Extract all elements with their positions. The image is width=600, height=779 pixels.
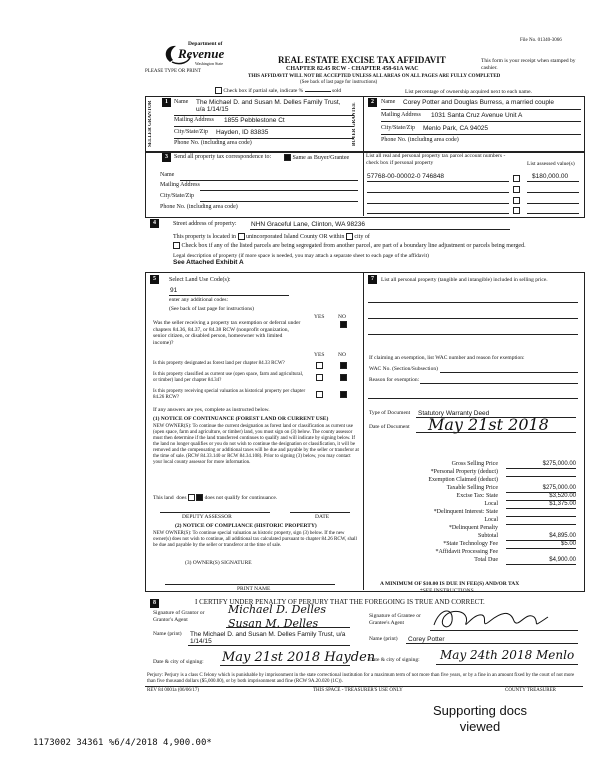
buyer-city-label: City/State/Zip: [381, 125, 415, 131]
does-checkbox[interactable]: [188, 494, 195, 501]
seller-side-label: SELLER GRANTOR: [148, 100, 153, 148]
divider: [188, 645, 350, 646]
section-5-number: 5: [150, 275, 159, 284]
seller-phone-label: Phone No. (including area code): [174, 140, 252, 146]
forest-yes-checkbox[interactable]: [316, 362, 323, 369]
tax-row-value[interactable]: $5.00: [506, 540, 576, 549]
dept-line2: Revenue: [178, 46, 225, 61]
dept-line1: Department of: [188, 41, 223, 47]
this-land-text: This land: [153, 494, 174, 501]
historic-question: Is this property receiving special valuation as historical property per chapter 84.26 RCW?: [153, 389, 306, 400]
grantee-date-label: Date & city of signing:: [369, 657, 420, 663]
current-use-question: Is this property classified as current use (open space, farm and agricultural, or timber) land per chapter 84.34?: [153, 372, 304, 383]
personal-property-checkbox-3[interactable]: [513, 197, 520, 204]
partial-sale-text: Check box if partial sale, indicate %: [223, 87, 304, 94]
buyer-side-label: BUYER GRANTEE: [352, 102, 357, 146]
buyer-name-field[interactable]: Corey Potter and Douglas Burress, a married couple: [403, 99, 555, 106]
notice1-title: (1) NOTICE OF CONTINUANCE (FOREST LAND OR CURRENT USE): [153, 416, 329, 422]
section-2-number: 2: [368, 98, 377, 107]
divider: [290, 512, 350, 513]
segregated-text: Check box if any of the listed parcels are being segregated from another parcel, are part of a boundary line adjustment or parcels being merged.: [181, 242, 526, 249]
assessed-header: List assessed value(s): [527, 161, 575, 167]
corr-mailing-label: Mailing Address: [160, 182, 200, 188]
divider: [368, 302, 578, 303]
divider: [200, 201, 358, 202]
divider: [363, 151, 364, 216]
seller-name-label: Name: [174, 99, 189, 105]
personal-property-checkbox-1[interactable]: [513, 175, 520, 182]
tax-row: [370, 556, 578, 564]
tax-table: [370, 460, 578, 564]
grantor-sig-label: Signature of Grantor or Grantor's Agent: [153, 610, 205, 623]
tax-row-label: *State Technology Fee: [443, 541, 498, 547]
buyer-name-label: Name: [381, 99, 396, 105]
this-land-line: [153, 494, 277, 501]
select-land-label: Select Land Use Code(s):: [169, 277, 231, 283]
file-number: File No. 01340-3066: [520, 38, 562, 43]
date-label: DATE: [315, 514, 330, 520]
tax-row-value[interactable]: $275,000.00: [506, 460, 576, 469]
divider: [368, 398, 578, 399]
divider: [174, 138, 354, 139]
divider: [527, 181, 579, 182]
receipt-note: This form is your receipt when stamped by cashier.: [481, 58, 576, 71]
divider: [381, 134, 581, 135]
personal-property-checkbox-4[interactable]: [513, 207, 520, 214]
divider: [527, 203, 579, 204]
current-use-no-checkbox[interactable]: [340, 374, 347, 381]
buyer-mailing-field[interactable]: 1031 Santa Cruz Avenue Unit A: [431, 112, 523, 119]
street-label: Street address of property:: [173, 221, 237, 227]
notice1-body: NEW OWNER(S): To continue the current designation as forest land or classification as current use (open space, farm and agriculture, or timber) land, you must sign on (3) below. The county assessor must then determine if the land transferred continues to qualify and will indicate by signing below. If the land no longer qualifies or you do not wish to continue the designation or classification, it will be removed and the compensating or additional taxes will be due and payable by the seller or transferor at the time of sale. (RCW 84.33.140 or RCW 84.34.108). Prior to signing (3) below, you may contact your local county assessor for more information.: [153, 424, 359, 465]
receipt-stamp: 1173002 34361 %6/4/2018 4,900.00*: [33, 738, 212, 748]
partial-sale-label: [215, 87, 341, 94]
located-line: [173, 233, 370, 241]
tax-row: [370, 492, 578, 500]
doc-type-field[interactable]: Statutory Warranty Deed: [418, 410, 490, 417]
divider: [165, 584, 335, 585]
form-title: REAL ESTATE EXCISE TAX AFFIDAVIT: [278, 55, 446, 65]
send-correspondence-label: Send all property tax correspondence to:: [174, 154, 272, 160]
tax-row: [370, 524, 578, 532]
certify-statement: I CERTIFY UNDER PENALTY OF PERJURY THAT THE FOREGOING IS TRUE AND CORRECT.: [195, 598, 485, 606]
seller-city-field[interactable]: Hayden, ID 83835: [216, 129, 269, 136]
tax-row-value[interactable]: $4,895.00: [506, 532, 576, 541]
divider: [363, 272, 364, 590]
section-7-number: 7: [368, 275, 377, 284]
forest-question: Is this property designated as forest land per chapter 84.33 RCW?: [153, 361, 285, 366]
divider: [145, 686, 583, 687]
tax-row-value[interactable]: $1,375.00: [506, 500, 576, 509]
exemption-question: Was the seller receiving a property tax exemption or deferral under chapters 84.36, 84.37, or 84.38 RCW (nonprofit organization, senior citizen, or disabled person, homeowner with limited income)?: [153, 320, 301, 346]
city-checkbox[interactable]: [346, 233, 353, 240]
tax-row-label: Taxable Selling Price: [446, 485, 498, 491]
treasurer-space-label: THIS SPACE - TREASURER'S USE ONLY: [313, 688, 403, 693]
tax-row-value[interactable]: [506, 476, 576, 477]
grantor-signature-2[interactable]: Susan M. Delles: [228, 617, 319, 630]
tax-row-label: Gross Selling Price: [451, 461, 498, 467]
divider: [430, 630, 578, 631]
forest-no-checkbox[interactable]: [340, 362, 347, 369]
notice2-title: (2) NOTICE OF COMPLIANCE (HISTORIC PROPERTY): [175, 523, 317, 529]
divider: [180, 180, 358, 181]
notice2: (See back of last page for instructions): [300, 80, 378, 85]
same-as-buyer-text: Same as Buyer/Grantee: [292, 154, 350, 161]
partial-sale-checkbox[interactable]: [215, 87, 222, 94]
reason-label: Reason for exemption:: [369, 377, 420, 383]
tax-row-value[interactable]: $3,520.00: [506, 492, 576, 501]
legal-field[interactable]: See Attached Exhibit A: [173, 259, 244, 266]
section-4-number: 4: [150, 219, 159, 228]
tax-row-value[interactable]: [506, 468, 576, 469]
grantee-name-label: Name (print): [369, 636, 398, 642]
divider: [200, 190, 358, 191]
divider: [174, 126, 354, 127]
tax-row: [370, 460, 578, 468]
see-instructions: *SEE INSTRUCTIONS: [420, 588, 474, 594]
located-text: This property is located in: [173, 233, 236, 240]
see-back-label: (See back of last page for instructions): [169, 306, 254, 312]
divider: [220, 665, 350, 666]
divider: [436, 664, 578, 665]
grantor-signature-1[interactable]: Michael D. Delles: [228, 603, 327, 616]
no-header-1: NO: [338, 314, 346, 320]
seller-name-field[interactable]: The Michael D. and Susan M. Delles Family Trust, u/a 1/14/15: [196, 99, 341, 113]
tax-row-label: *Delinquent Interest: State: [433, 509, 498, 515]
does-not-text: does not qualify for continuance.: [204, 494, 278, 501]
owner-signature-label: (3) OWNER(S) SIGNATURE: [185, 560, 252, 566]
tax-row: [370, 532, 578, 540]
current-use-yes-checkbox[interactable]: [316, 374, 323, 381]
seller-city-label: City/State/Zip: [174, 129, 208, 135]
please-type: PLEASE TYPE OR PRINT: [145, 69, 201, 74]
tax-row-label: Total Due: [474, 557, 498, 563]
divider: [367, 213, 509, 214]
divider: [363, 96, 364, 151]
dept-line3: Washington State: [195, 61, 224, 66]
divider: [174, 115, 354, 116]
divider: [160, 512, 270, 513]
tax-row-value[interactable]: $4,900.00: [506, 556, 576, 565]
grantee-name-field[interactable]: Corey Potter: [408, 636, 445, 643]
wac-label: WAC No. (Section/Subsection): [369, 366, 438, 372]
divider: [406, 643, 578, 644]
grantor-date-label: Date & city of signing:: [153, 659, 204, 665]
corr-name-label: Name: [160, 172, 175, 178]
yes-header-2: YES: [314, 352, 325, 358]
divider: [368, 334, 578, 335]
unincorporated-checkbox[interactable]: [238, 233, 245, 240]
historic-yes-checkbox[interactable]: [316, 391, 323, 398]
tax-row-value[interactable]: [506, 516, 576, 517]
tax-row-label: Exemption Claimed (deduct): [428, 477, 498, 483]
grantee-sig-label: Signature of Grantee or Grantee's Agent: [369, 613, 421, 626]
same-as-buyer: [284, 154, 349, 162]
tax-row-value[interactable]: $275,000.00: [506, 484, 576, 493]
sold-text: sold: [332, 87, 342, 94]
segregated-checkbox[interactable]: [173, 242, 180, 249]
buyer-city-field[interactable]: Menlo Park, CA 94025: [423, 125, 489, 132]
corr-city-label: City/State/Zip: [160, 193, 194, 199]
assessed-field[interactable]: $180,000.00: [532, 173, 569, 180]
tax-row-label: *Affidavit Processing Fee: [435, 549, 498, 555]
segregated-line: [173, 242, 526, 250]
doc-date-field[interactable]: May 21st 2018: [428, 415, 549, 434]
divider: [527, 213, 579, 214]
divider: [381, 121, 581, 122]
no-header-2: NO: [338, 352, 346, 358]
tax-row: [370, 500, 578, 508]
historic-no-checkbox[interactable]: [340, 391, 347, 398]
divider: [250, 229, 510, 230]
same-as-buyer-checkbox[interactable]: [284, 154, 291, 161]
tax-row-label: Excise Tax: State: [456, 493, 498, 499]
seller-mailing-label: Mailing Address: [174, 117, 214, 123]
notice: THIS AFFIDAVIT WILL NOT BE ACCEPTED UNLESS ALL AREAS ON ALL PAGES ARE FULLY COMPLETED: [248, 74, 501, 79]
divider: [381, 109, 581, 110]
city-of-text: city of: [354, 233, 370, 240]
tax-row-label: Subtotal: [477, 533, 498, 539]
parcel-field[interactable]: 57768-00-00002-0 746848: [367, 173, 444, 180]
grantor-name-field[interactable]: The Michael D. and Susan M. Delles Family Trust, u/a 1/14/15: [190, 631, 346, 645]
perjury-statement: Perjury: Perjury is a class C felony which is punishable by imprisonment in the state correctional institution for a maximum term of not more than five years, or by a fine in an amount fixed by the court of not more than five thousand dollars ($5,000.00), or by both imprisonment and fine (RCW 9A.20.020 (1C)).: [147, 673, 575, 684]
tax-row: [370, 516, 578, 524]
tax-row-label: *Personal Property (deduct): [430, 469, 498, 475]
section-8-number: 8: [150, 599, 159, 608]
tax-row-label: Local: [484, 501, 498, 507]
doc-type-label: Type of Document: [369, 410, 411, 416]
tax-row: [370, 548, 578, 556]
if-yes-label: If any answers are yes, complete as instructed below.: [153, 407, 270, 413]
section-3-number: 3: [162, 153, 171, 162]
divider: [226, 627, 350, 628]
legal-label: Legal description of property (if more space is needed, you may attach a separate sheet to each page of the affidavit): [173, 253, 429, 259]
exemption-no-checkbox[interactable]: [340, 321, 347, 328]
minimum-due: A MINIMUM OF $10.00 IS DUE IN FEE(S) AND/OR TAX: [380, 581, 520, 587]
section-1-number: 1: [162, 98, 171, 107]
tax-row: [370, 540, 578, 548]
divider: [368, 318, 578, 319]
divider: [527, 192, 579, 193]
tax-row: [370, 508, 578, 516]
doc-date-label: Date of Document: [369, 424, 410, 430]
notice2-body: NEW OWNER(S): To continue special valuation as historic property, sign (3) below. If the new owner(s) does not wish to continue, all additional tax calculated pursuant to chapter 84.26 RCW, shall be due and payable by the seller or transferor at the time of sale.: [153, 531, 357, 548]
divider: [367, 192, 509, 193]
parcels-header: List all real and personal property tax parcel account numbers - check box if personal property: [366, 153, 506, 166]
supporting-docs-note: Supporting docs viewed: [433, 703, 527, 734]
divider: [416, 432, 576, 433]
does-text: does: [176, 494, 187, 501]
tax-row: [370, 468, 578, 476]
county-treasurer-label: COUNTY TREASURER: [505, 688, 556, 693]
buyer-phone-label: Phone No. (including area code): [381, 137, 459, 143]
buyer-mailing-label: Mailing Address: [381, 112, 421, 118]
list-percentage: List percentage of ownership acquired next to each name.: [405, 89, 532, 95]
tax-row-value[interactable]: [506, 508, 576, 509]
tax-row-value[interactable]: [506, 548, 576, 549]
divider: [169, 295, 289, 296]
land-code-field[interactable]: 91: [170, 287, 178, 294]
tax-row: [370, 484, 578, 492]
additional-codes-label: enter any additional codes:: [169, 297, 229, 303]
grantor-name-label: Name (print): [153, 631, 182, 637]
tax-row: [370, 476, 578, 484]
form-subtitle: CHAPTER 82.45 RCW - CHAPTER 458-61A WAC: [286, 66, 419, 72]
deputy-assessor-label: DEPUTY ASSESSOR: [182, 514, 232, 520]
print-name-label: PRINT NAME: [237, 586, 271, 592]
grantee-date-field[interactable]: May 24th 2018 Menlo: [440, 648, 575, 662]
tax-row-label: *Delinquent Penalty: [448, 525, 498, 531]
grantor-date-field[interactable]: May 21st 2018 Hayden: [222, 650, 376, 665]
tax-row-value[interactable]: [506, 524, 576, 525]
street-field[interactable]: NHN Graceful Lane, Clinton, WA 98236: [251, 221, 365, 228]
divider: [367, 181, 509, 182]
divider: [420, 383, 578, 384]
rev-number: REV 84 0001a (06/06/17): [147, 688, 199, 693]
divider: [367, 203, 509, 204]
yes-header-1: YES: [314, 314, 325, 320]
seller-mailing-field[interactable]: 1855 Pebblestone Ct: [224, 117, 285, 124]
personal-property-label: List all personal property (tangible and intangible) included in selling price.: [381, 277, 548, 283]
does-not-checkbox[interactable]: [196, 494, 203, 501]
grantee-signature-icon[interactable]: [430, 605, 570, 633]
exemption-claim-label: If claiming an exemption, list WAC number and reason for exemption:: [369, 355, 525, 361]
divider: [440, 372, 578, 373]
personal-property-checkbox-2[interactable]: [513, 186, 520, 193]
tax-row-label: Local: [484, 517, 498, 523]
corr-phone-label: Phone No. (including area code): [160, 204, 238, 210]
unincorp-text: unincorporated Island County OR within: [246, 233, 345, 240]
